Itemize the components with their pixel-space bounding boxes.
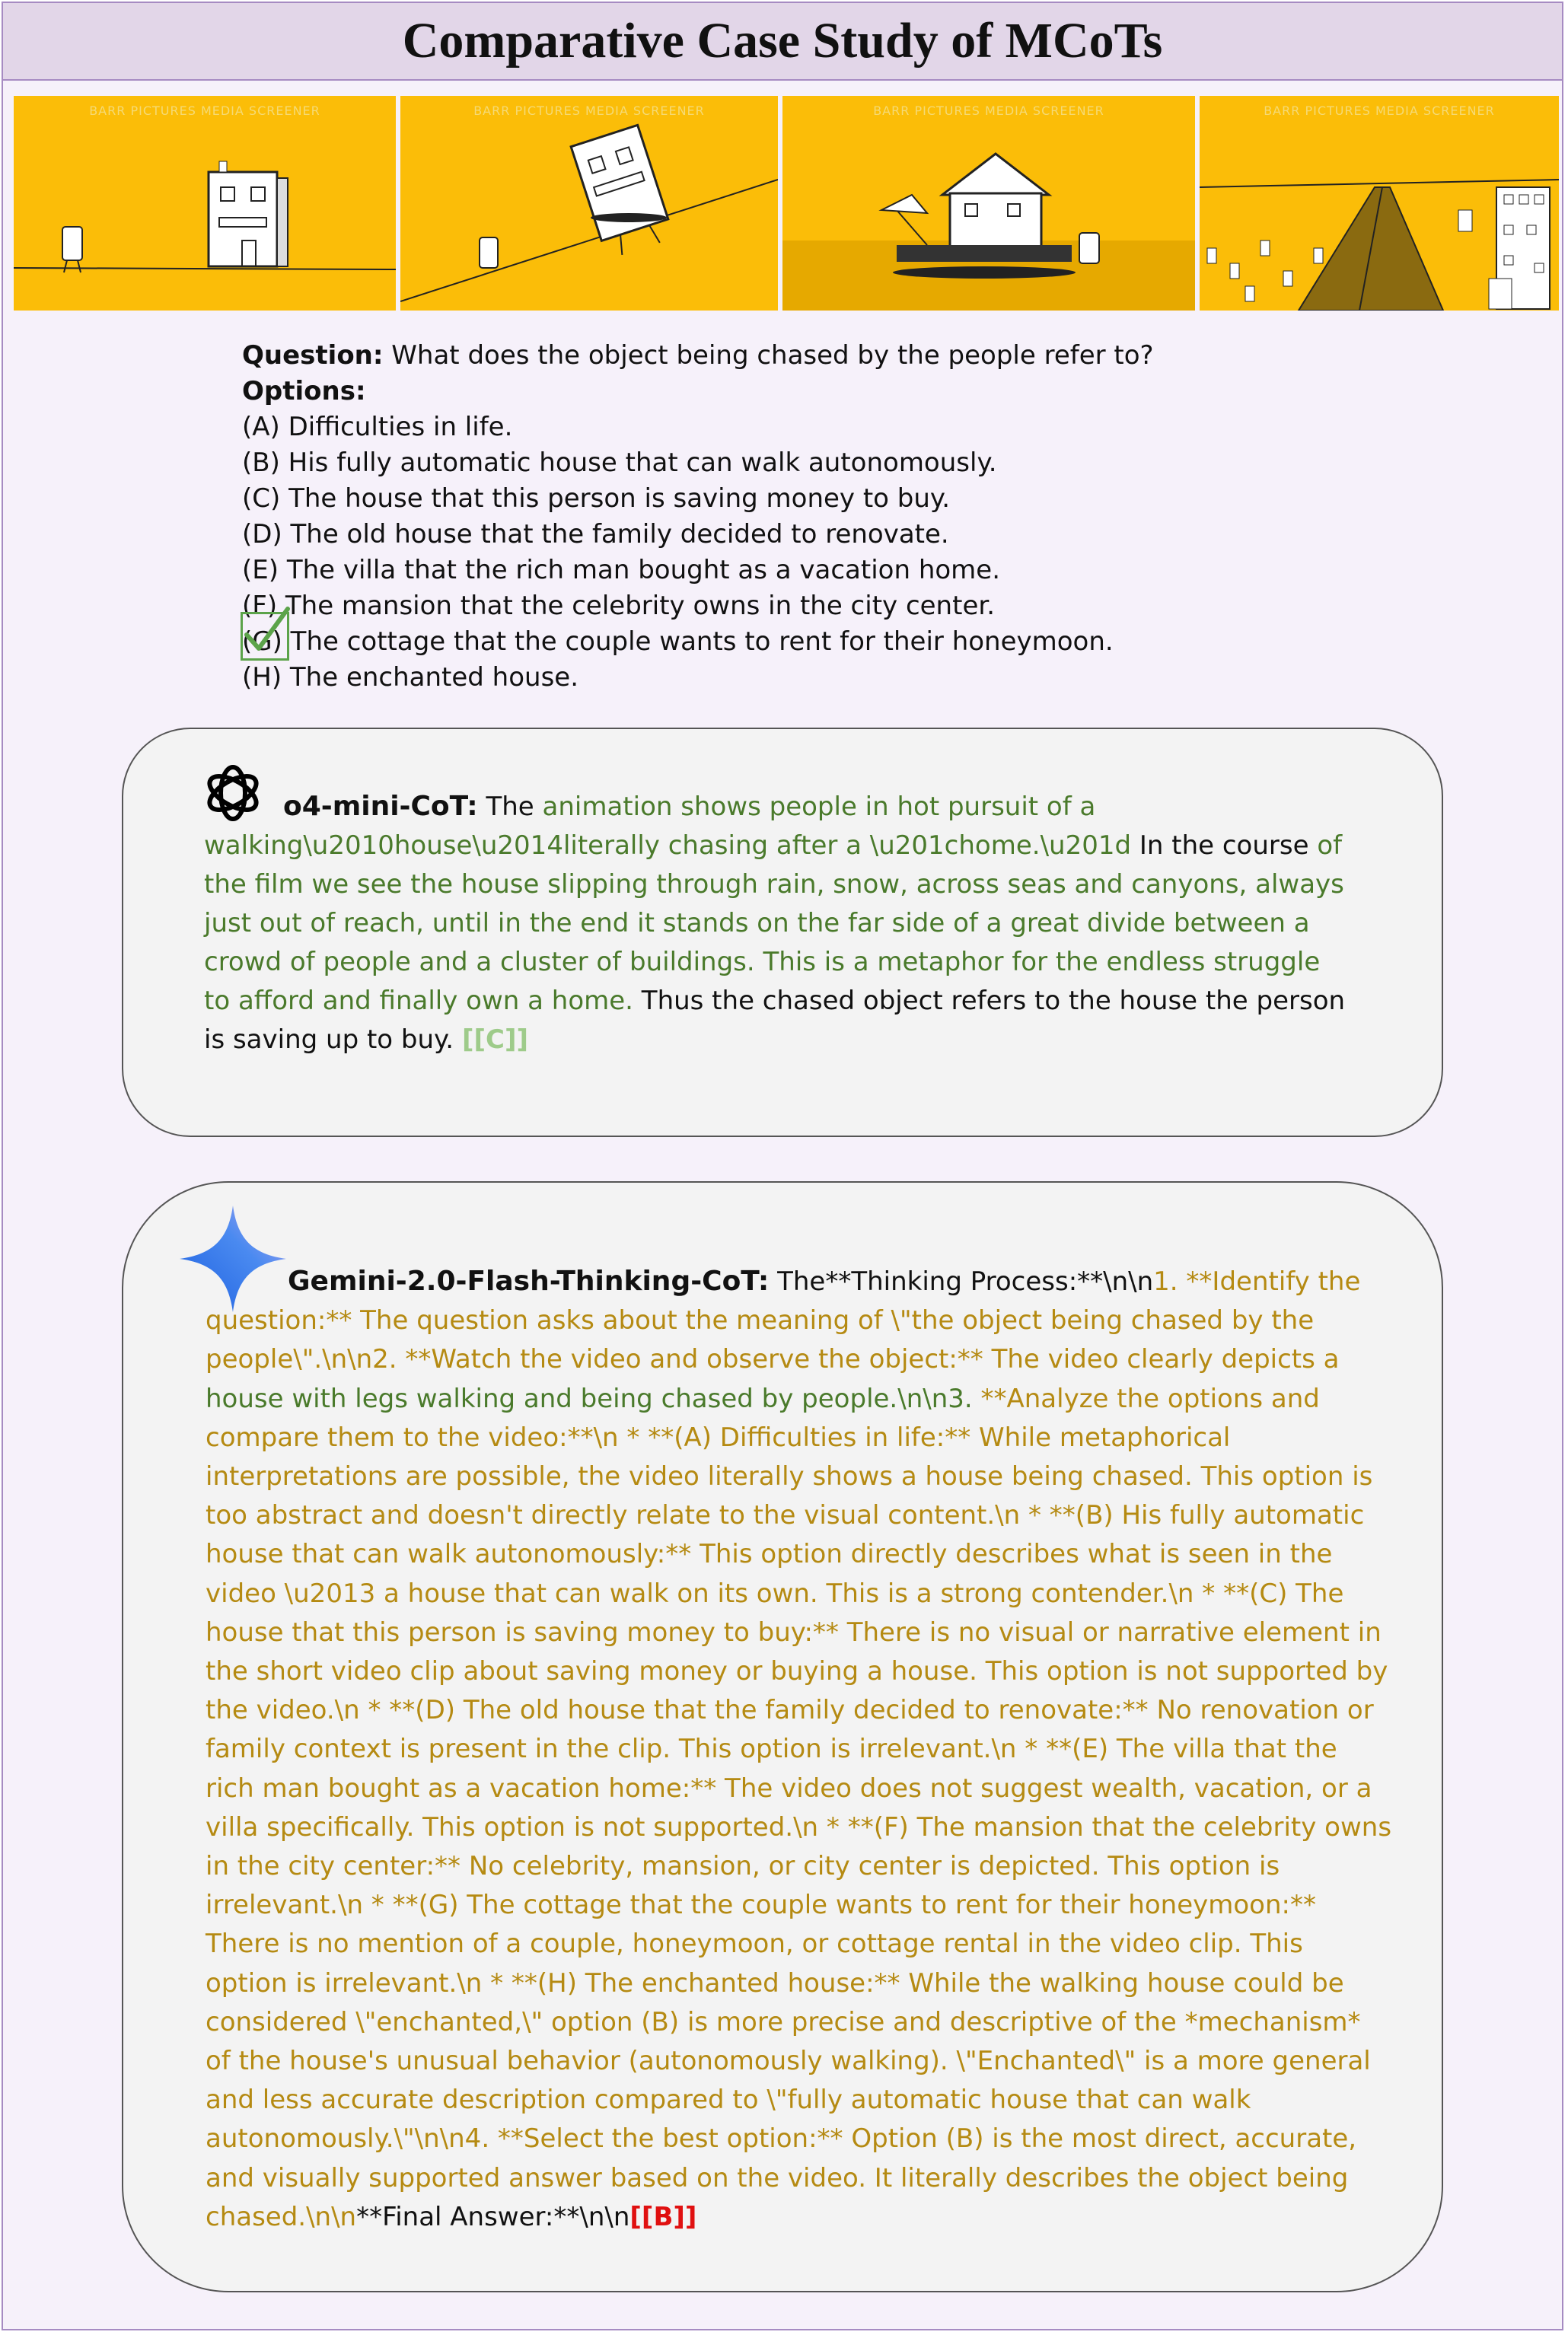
title-bar xyxy=(3,3,1562,81)
question-label: Question: xyxy=(242,340,384,371)
option-item: (F) The mansion that the celebrity owns in the city center. xyxy=(242,591,996,621)
tilting-house-illustration xyxy=(400,96,778,311)
video-frames xyxy=(14,96,1559,311)
gemini-lead: The**Thinking Process:**\n\n xyxy=(777,1266,1154,1297)
video-frame-1 xyxy=(14,96,396,311)
question-block xyxy=(242,338,1384,696)
checkmark-icon xyxy=(241,604,294,658)
question-line xyxy=(242,338,1384,374)
option-item-correct: (G) The cottage that the couple wants to rent for their honeymoon. xyxy=(242,626,1114,657)
gemini-reasoning-3: **Analyze the options and compare them to the video:**\n * **(A) Difficulties in life:** While metaphorical interpretations are possible, the video literally shows a house being chased. This option is too abstract and doesn't directly relate to the visual content.\n * **(B) His fully automatic house that can walk autonomously:** This option directly describes what is seen in the video \u2013 a house that can walk on its own. This is a strong contender.\n * **(C) The house that this person is saving money to buy:** There is no visual or narrative element in the short video clip about saving money or buying a house. This option is not supported by the video.\n * **(D) The old house that the family decided to renovate:** No renovation or family context is present in the clip. This option is irrelevant.\n * **(E) The villa that the rich man bought as a vacation home:** The video does not suggest wealth, vacation, or a villa specifically. This option is not supported.\n * **(F) The mansion that the celebrity owns in the city center:** No celebrity, mansion, or city center is depicted. This option is irrelevant.\n * **(G) The cottage that the couple wants to rent for their honeymoon:** There is no mention of a couple, honeymoon, or cottage rental in the video clip. This option is irrelevant.\n * **(H) The enchanted house:** While the walking house could be considered \"enchanted,\" option (B) is more precise and descriptive of the *mechanism* of the house's unusual behavior (autonomously walking). \"Enchanted\" is a more general and less accurate description compared to \"fully automatic house that can walk autonomously.\"\n\n4. **Select the best option:** Option (B) is the most direct, accurate, and visually supported answer based on the video. It literally describes the object being chased.\n\n xyxy=(206,1383,1392,2232)
frame-caption: BARR PICTURES MEDIA SCREENER xyxy=(473,104,705,118)
o4-reasoning-plain: In the course xyxy=(1139,830,1309,861)
figure-title: Comparative Case Study of MCoTs xyxy=(402,13,1163,68)
gemini-final-label: **Final Answer:**\n\n xyxy=(356,2201,630,2232)
video-frame-3 xyxy=(782,96,1195,311)
option-item: (C) The house that this person is saving money to buy. xyxy=(242,483,951,514)
o4-lead: The xyxy=(486,792,534,822)
frame-caption: BARR PICTURES MEDIA SCREENER xyxy=(873,104,1104,118)
o4-conclusion: Thus the chased object refers to the house the person is saving up to buy. xyxy=(204,986,1346,1055)
o4-response-text xyxy=(204,787,1346,1059)
gemini-reasoning-2: house with legs walking and being chased by people.\n\n3. xyxy=(206,1383,973,1414)
option-item: (B) His fully automatic house that can walk autonomously. xyxy=(242,448,997,478)
canyon-crowd-illustration xyxy=(1200,96,1559,311)
option-item: (A) Difficulties in life. xyxy=(242,412,513,442)
o4-reasoning-green: animation shows people in hot pursuit of a walking\u2010house\u2014literally chasing after a \u201chome.\u201d xyxy=(204,792,1132,861)
video-frame-2 xyxy=(400,96,778,311)
gemini-final-answer: [[B]] xyxy=(629,2201,697,2232)
option-item: (E) The villa that the rich man bought as a vacation home. xyxy=(242,555,1001,585)
o4-model-name: o4-mini-CoT: xyxy=(283,791,478,822)
frame-caption: BARR PICTURES MEDIA SCREENER xyxy=(89,104,320,118)
frame-caption: BARR PICTURES MEDIA SCREENER xyxy=(1264,104,1495,118)
gemini-response-text xyxy=(206,1262,1393,2237)
case-study-figure xyxy=(2,2,1563,2330)
option-item: (H) The enchanted house. xyxy=(242,662,579,693)
o4-final-answer: [[C]] xyxy=(461,1024,529,1055)
options-label: Options: xyxy=(242,376,366,406)
o4-reasoning-green-2: of the film we see the house slipping through rain, snow, across seas and canyons, always just out of reach, until in the end it stands on the far side of a great divide between a crowd of people and a cluster of buildings. This is a metaphor for the endless struggle to afford and finally own a home. xyxy=(204,830,1344,1016)
gemini-model-name: Gemini-2.0-Flash-Thinking-CoT: xyxy=(288,1266,770,1297)
video-frame-4 xyxy=(1200,96,1559,311)
walking-house-illustration xyxy=(14,96,396,311)
option-item: (D) The old house that the family decided to renovate. xyxy=(242,519,949,550)
gemini-reasoning-1: 1. **Identify the question:** The question asks about the meaning of \"the object being chased by the people\".\n\n2. **Watch the video and observe the object:** The video clearly depicts a xyxy=(206,1266,1361,1375)
question-text: What does the object being chased by the people refer to? xyxy=(391,340,1154,371)
house-on-raft-illustration xyxy=(782,96,1195,311)
